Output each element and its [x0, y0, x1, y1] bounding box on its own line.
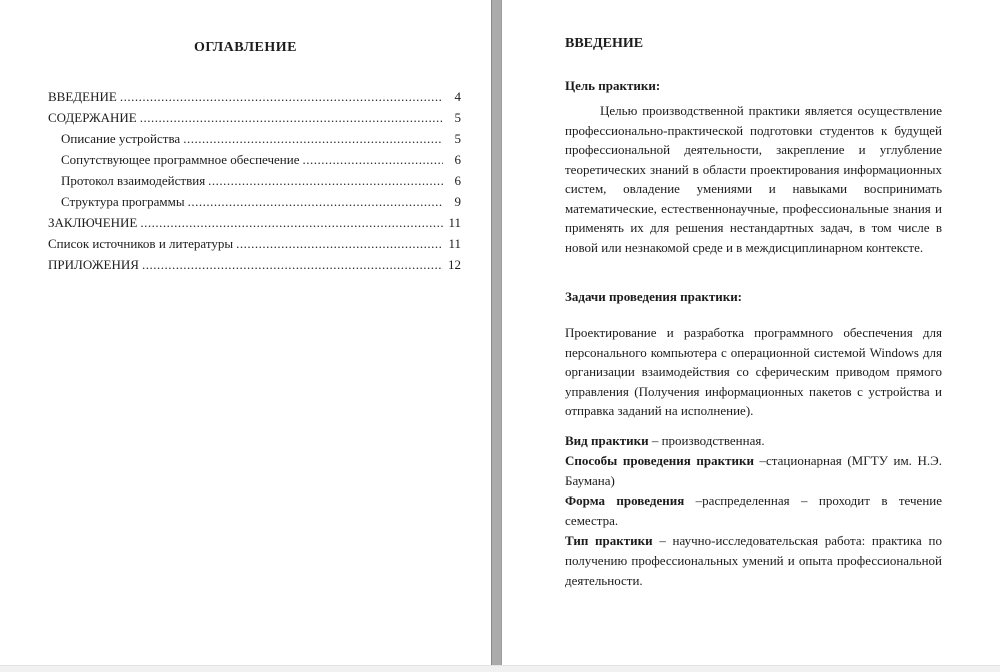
page-right [502, 0, 1000, 665]
tasks-heading: Задачи проведения практики: [565, 289, 743, 304]
goal-paragraph: Целью производственной практики является осуществление профессионально-практической подготовки студентов к будущей профессиональной деятельности, закрепление и углубление теоретических знаний в области проектирования информационных систем, овладение умениями и навыками воспринимать математические, естественнонаучные, профессиональные знания и применять их для решения нестандартных задач, в том числе в новой или незнакомой среде и в междисциплинарном контексте. [565, 103, 942, 255]
toc-entry-page: 11 [448, 215, 461, 230]
page-left [0, 0, 491, 665]
toc-entry-label: ЗАКЛЮЧЕНИЕ [48, 215, 138, 230]
detail-label: Форма проведения [565, 492, 685, 508]
table-of-contents [48, 86, 461, 275]
detail-label: Тип практики [565, 532, 653, 548]
detail-label: Вид практики [565, 432, 649, 448]
detail-value: –распределенная – проходит в течение семестра. [565, 492, 942, 528]
tasks-paragraph: Проектирование и разработка программного обеспечения для персонального компьютера с операционной системой Windows для организации взаимодействия со сферическим приводом прямого управления (Получения информационных пакетов с устройства и отправка заданий на исполнение). [565, 325, 942, 418]
toc-dot-leader [183, 128, 443, 149]
toc-entry[interactable] [48, 86, 461, 107]
toc-title: ОГЛАВЛЕНИЕ [194, 40, 297, 55]
toc-entry-label: Протокол взаимодействия [61, 173, 206, 188]
toc-dot-leader [302, 149, 443, 170]
toc-entry-page: 9 [454, 194, 461, 209]
toc-dot-leader [188, 191, 443, 212]
toc-entry[interactable] [48, 128, 461, 149]
detail-value: – производственная. [648, 432, 765, 448]
toc-entry-label: Описание устройства [61, 131, 181, 146]
toc-dot-leader [140, 212, 443, 233]
scroll-gutter [0, 665, 1000, 672]
toc-entry-label: Сопутствующее программное обеспечение [61, 152, 300, 167]
toc-entry[interactable] [48, 149, 461, 170]
toc-dot-leader [236, 233, 443, 254]
toc-entry-page: 4 [454, 89, 461, 104]
toc-entry-page: 11 [448, 236, 461, 251]
toc-entry[interactable] [48, 212, 461, 233]
detail-line [565, 531, 942, 591]
detail-line [565, 451, 942, 491]
toc-entry[interactable] [48, 191, 461, 212]
toc-entry[interactable] [48, 170, 461, 191]
detail-value: –стационарная (МГТУ им. Н.Э. Баумана) [565, 452, 942, 488]
detail-line [565, 431, 942, 451]
detail-line [565, 491, 942, 531]
toc-entry-page: 5 [454, 110, 461, 125]
toc-entry[interactable] [48, 233, 461, 254]
goal-heading: Цель практики: [565, 78, 661, 93]
practice-details [565, 431, 942, 591]
toc-entry-label: ВВЕДЕНИЕ [48, 89, 117, 104]
toc-entry-page: 6 [454, 173, 461, 188]
toc-entry-label: СОДЕРЖАНИЕ [48, 110, 137, 125]
detail-value: – научно-исследовательская работа: практика по получению профессиональных умений и опыта профессиональной деятельности. [565, 532, 942, 588]
toc-entry[interactable] [48, 107, 461, 128]
toc-dot-leader [142, 254, 443, 275]
detail-label: Способы проведения практики [565, 452, 754, 468]
toc-dot-leader [140, 107, 443, 128]
toc-entry-label: Структура программы [61, 194, 185, 209]
toc-entry[interactable] [48, 254, 461, 275]
toc-entry-label: ПРИЛОЖЕНИЯ [48, 257, 139, 272]
toc-entry-page: 6 [454, 152, 461, 167]
section-title: ВВЕДЕНИЕ [565, 36, 644, 51]
page-divider [491, 0, 502, 665]
toc-entry-page: 12 [448, 257, 461, 272]
toc-dot-leader [120, 86, 443, 107]
toc-entry-page: 5 [454, 131, 461, 146]
toc-entry-label: Список источников и литературы [48, 236, 234, 251]
toc-dot-leader [208, 170, 443, 191]
